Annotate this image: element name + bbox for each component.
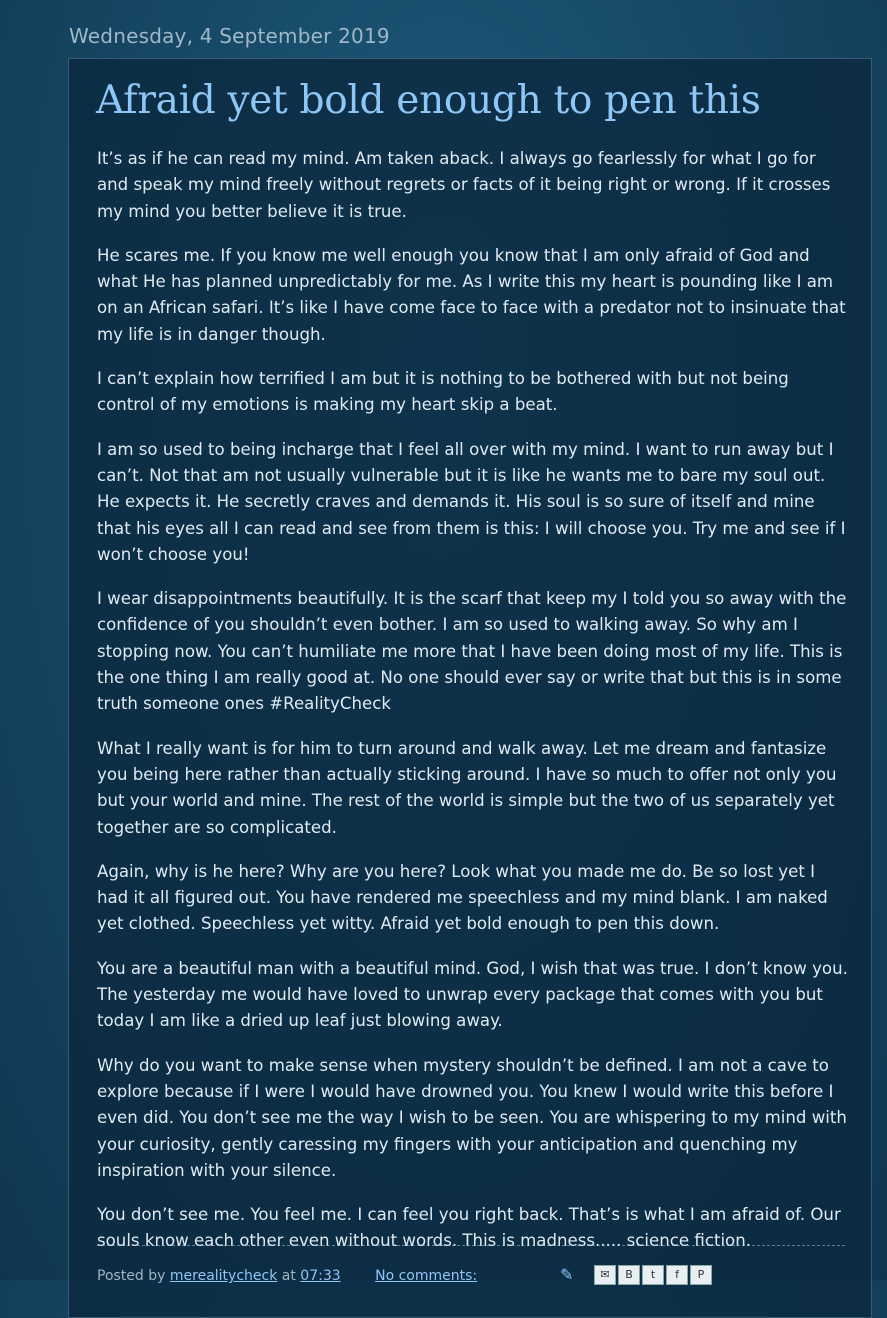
facebook-icon[interactable]: f: [666, 1265, 688, 1285]
share-buttons: [594, 1265, 712, 1285]
posted-by-label: Posted by: [97, 1268, 166, 1284]
post-paragraph: You don’t see me. You feel me. I can feel you right back. That’s is what I am afraid of. Our souls know each other even without words. This is madness..... science fiction.: [97, 1205, 841, 1251]
twitter-icon[interactable]: t: [642, 1265, 664, 1285]
post-paragraph: Again, why is he here? Why are you here? Look what you made me do. Be so lost yet I had it all figured out. You have rendered me speechless and my mind blank. I am naked yet clothed. Speechless yet witty. Afraid yet bold enough to pen this down.: [97, 861, 828, 934]
post-body: [97, 146, 849, 1273]
edit-post-icon[interactable]: ✎: [560, 1265, 574, 1284]
timestamp-link[interactable]: 07:33: [300, 1268, 341, 1284]
post-footer: [97, 1265, 849, 1284]
post-footer-divider: [97, 1245, 845, 1246]
comments-link[interactable]: No comments:: [375, 1268, 478, 1284]
post-paragraph: Why do you want to make sense when mystery shouldn’t be defined. I am not a cave to explore because if I were I would have drowned you. You knew I would write this before I even did. You don’t see me the way I wish to be seen. You are whispering to my mind with your curiosity, gently caressing my fingers with your anticipation and quenching my inspiration with your silence.: [97, 1055, 847, 1180]
at-label: at: [281, 1268, 296, 1284]
email-icon[interactable]: ✉: [594, 1265, 616, 1285]
pinterest-icon[interactable]: P: [690, 1265, 712, 1285]
author-link[interactable]: merealitycheck: [169, 1268, 278, 1284]
post-paragraph: It’s as if he can read my mind. Am taken aback. I always go fearlessly for what I go for and speak my mind freely without regrets or facts of it being right or wrong. If it crosses my mind you better believe it is true.: [97, 149, 831, 221]
post-paragraph: He scares me. If you know me well enough you know that I am only afraid of God and what He has planned unpredictably for me. As I write this my heart is pounding like I am on an African safari. It’s like I have come face to face with a predator not to insinuate that my life is in danger though.: [97, 245, 846, 344]
post-paragraph: I can’t explain how terrified I am but it is nothing to be bothered with but not being control of my emotions is making my heart skip a beat.: [97, 369, 789, 415]
post-paragraph: I am so used to being incharge that I feel all over with my mind. I want to run away but I can’t. Not that am not usually vulnerable but it is like he wants me to bare my soul out. He expects it. He secretly craves and demands it. His soul is so sure of itself and mine that his eyes all I can read and see from them is this: I will choose you. Try me and see if I won’t choose you!: [97, 439, 846, 564]
post-paragraph: You are a beautiful man with a beautiful mind. God, I wish that was true. I don’t know you. The yesterday me would have loved to unwrap every package that comes with you but today I am like a dried up leaf just blowing away.: [97, 958, 848, 1031]
post-title[interactable]: Afraid yet bold enough to pen this: [96, 78, 761, 123]
post-paragraph: What I really want is for him to turn around and walk away. Let me dream and fantasize you being here rather than actually sticking around. I have so much to offer not only you but your world and mine. The rest of the world is simple but the two of us separately yet together are so complicated.: [97, 738, 837, 837]
date-header: Wednesday, 4 September 2019: [69, 24, 390, 48]
blog-this-icon[interactable]: B: [618, 1265, 640, 1285]
post-paragraph: I wear disappointments beautifully. It is the scarf that keep my I told you so away with the confidence of you shouldn’t even bother. I am so used to walking away. So why am I stopping now. You can’t humiliate me more that I have been doing most of my life. This is the one thing I am really good at. No one should ever say or write that but this is in some truth someone ones #RealityCheck: [97, 589, 847, 714]
